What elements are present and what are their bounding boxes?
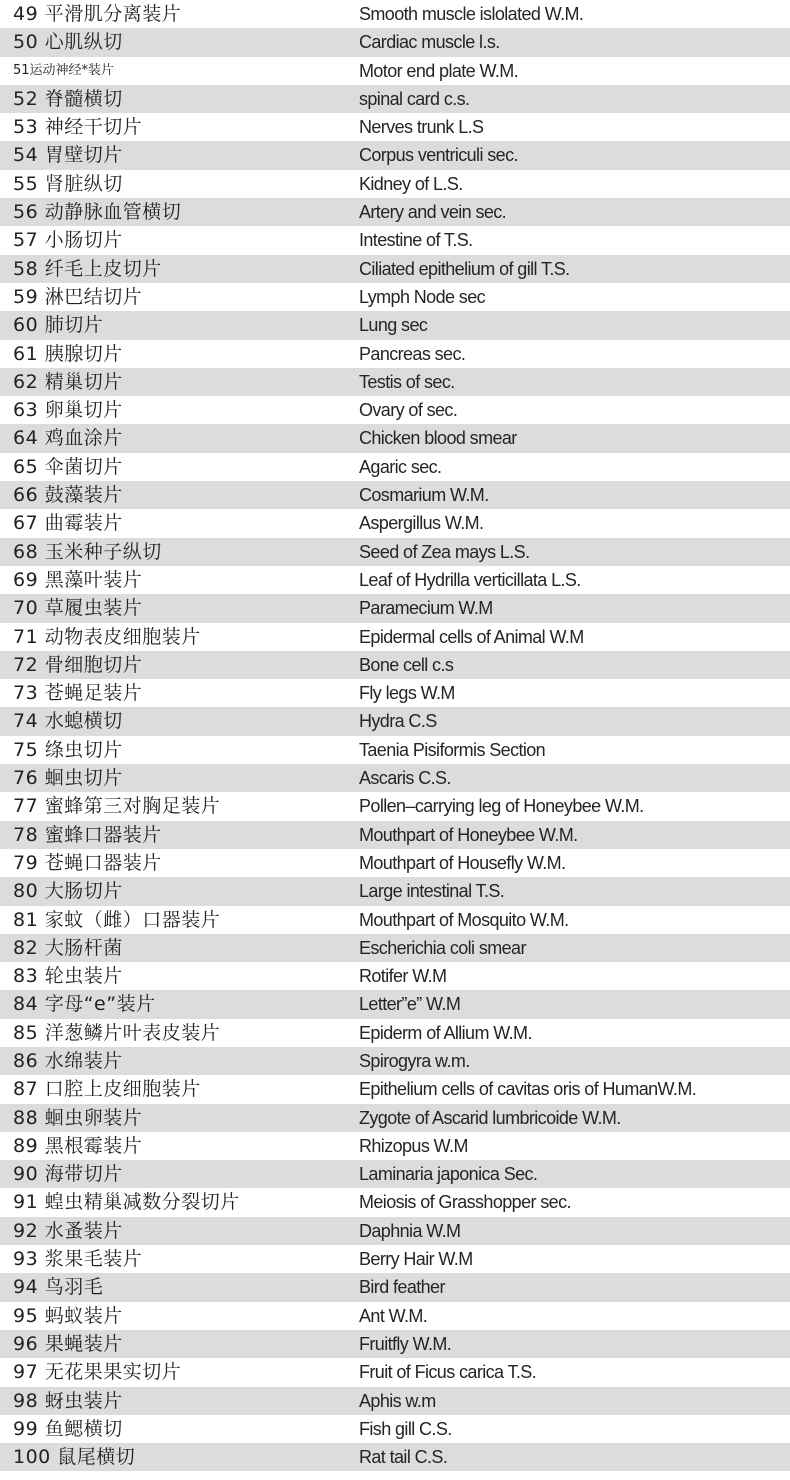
english-name: Daphnia W.M xyxy=(359,1220,461,1241)
list-row xyxy=(0,198,790,226)
list-row xyxy=(0,368,790,396)
chinese-name: 51运动神经*装片 xyxy=(13,62,115,78)
chinese-name: 67 曲霉装片 xyxy=(13,512,123,535)
english-name: Ovary of sec. xyxy=(359,400,458,421)
chinese-name: 91 蝗虫精巢减数分裂切片 xyxy=(13,1191,240,1214)
chinese-name: 63 卵巢切片 xyxy=(13,399,123,422)
list-row xyxy=(0,792,790,820)
chinese-name: 90 海带切片 xyxy=(13,1163,123,1186)
chinese-name: 49 平滑肌分离装片 xyxy=(13,3,182,25)
list-row xyxy=(0,1160,790,1188)
list-row xyxy=(0,877,790,905)
english-name: Rat tail C.S. xyxy=(359,1447,448,1468)
list-row xyxy=(0,1387,790,1415)
english-name: Kidney of L.S. xyxy=(359,173,463,194)
list-row xyxy=(0,906,790,934)
chinese-name: 97 无花果果实切片 xyxy=(13,1361,182,1384)
list-row xyxy=(0,1245,790,1273)
english-name: Pancreas sec. xyxy=(359,343,466,364)
chinese-name: 83 轮虫装片 xyxy=(13,965,123,988)
chinese-name: 92 水蚤装片 xyxy=(13,1219,123,1242)
english-name: spinal card c.s. xyxy=(359,88,470,109)
chinese-name: 98 蚜虫装片 xyxy=(13,1389,123,1412)
list-row xyxy=(0,1302,790,1330)
chinese-name: 58 纤毛上皮切片 xyxy=(13,257,162,280)
english-name: Cosmarium W.M. xyxy=(359,485,489,506)
list-row xyxy=(0,566,790,594)
english-name: Seed of Zea mays L.S. xyxy=(359,541,530,562)
list-row xyxy=(0,736,790,764)
english-name: Fruit of Ficus carica T.S. xyxy=(359,1362,537,1383)
chinese-name: 80 大肠切片 xyxy=(13,880,123,903)
chinese-name: 88 蛔虫卵装片 xyxy=(13,1106,143,1129)
chinese-name: 79 苍蝇口器装片 xyxy=(13,851,162,874)
list-row xyxy=(0,849,790,877)
english-name: Laminaria japonica Sec. xyxy=(359,1164,538,1185)
english-name: Lung sec xyxy=(359,315,428,336)
english-name: Escherichia coli smear xyxy=(359,937,526,958)
list-row xyxy=(0,141,790,169)
list-row xyxy=(0,707,790,735)
english-name: Lymph Node sec xyxy=(359,286,486,307)
chinese-name: 78 蜜蜂口器装片 xyxy=(13,823,162,846)
list-row xyxy=(0,226,790,254)
list-row xyxy=(0,594,790,622)
english-name: Leaf of Hydrilla verticillata L.S. xyxy=(359,569,581,590)
list-row xyxy=(0,340,790,368)
list-row xyxy=(0,453,790,481)
chinese-name: 94 鸟羽毛 xyxy=(13,1276,104,1299)
list-row xyxy=(0,85,790,113)
list-row xyxy=(0,255,790,283)
list-row xyxy=(0,764,790,792)
english-name: Zygote of Ascarid lumbricoide W.M. xyxy=(359,1107,621,1128)
english-name: Ant W.M. xyxy=(359,1305,428,1326)
list-row xyxy=(0,1273,790,1301)
chinese-name: 95 蚂蚁装片 xyxy=(13,1304,123,1327)
list-row xyxy=(0,1330,790,1358)
english-name: Chicken blood smear xyxy=(359,428,517,449)
list-row xyxy=(0,424,790,452)
chinese-name: 73 苍蝇足装片 xyxy=(13,682,143,705)
english-name: Ascaris C.S. xyxy=(359,768,451,789)
english-name: Ciliated epithelium of gill T.S. xyxy=(359,258,570,279)
chinese-name: 55 肾脏纵切 xyxy=(13,172,123,195)
list-row xyxy=(0,481,790,509)
english-name: Smooth muscle islolated W.M. xyxy=(359,4,584,24)
chinese-name: 68 玉米种子纵切 xyxy=(13,540,162,563)
english-name: Letter”e” W.M xyxy=(359,994,461,1015)
chinese-name: 77 蜜蜂第三对胸足装片 xyxy=(13,795,221,818)
list-row xyxy=(0,1188,790,1216)
chinese-name: 85 洋葱鳞片叶表皮装片 xyxy=(13,1021,221,1044)
english-name: Intestine of T.S. xyxy=(359,230,473,251)
english-name: Rhizopus W.M xyxy=(359,1135,468,1156)
list-row xyxy=(0,509,790,537)
chinese-name: 99 鱼鳃横切 xyxy=(13,1417,123,1440)
chinese-name: 86 水绵装片 xyxy=(13,1049,123,1072)
list-row xyxy=(0,170,790,198)
list-row xyxy=(0,679,790,707)
chinese-name: 74 水螅横切 xyxy=(13,710,123,733)
chinese-name: 69 黑藻叶装片 xyxy=(13,568,143,591)
list-row xyxy=(0,1217,790,1245)
chinese-name: 96 果蝇装片 xyxy=(13,1332,123,1355)
list-row xyxy=(0,283,790,311)
chinese-name: 89 黑根霉装片 xyxy=(13,1134,143,1157)
chinese-name: 57 小肠切片 xyxy=(13,229,123,252)
english-name: Berry Hair W.M xyxy=(359,1249,473,1270)
chinese-name: 70 草履虫装片 xyxy=(13,597,143,620)
list-row xyxy=(0,990,790,1018)
english-name: Taenia Pisiformis Section xyxy=(359,739,546,760)
chinese-name: 53 神经干切片 xyxy=(13,116,143,139)
list-row xyxy=(0,57,790,85)
english-name: Paramecium W.M xyxy=(359,598,493,619)
list-row xyxy=(0,396,790,424)
list-row xyxy=(0,1358,790,1386)
english-name: Hydra C.S xyxy=(359,711,437,732)
chinese-name: 64 鸡血涂片 xyxy=(13,427,123,450)
english-name: Fish gill C.S. xyxy=(359,1418,452,1439)
chinese-name: 56 动静脉血管横切 xyxy=(13,201,182,224)
list-row xyxy=(0,311,790,339)
list-row xyxy=(0,651,790,679)
english-name: Fly legs W.M xyxy=(359,683,455,704)
list-row xyxy=(0,1132,790,1160)
chinese-name: 82 大肠杆菌 xyxy=(13,936,123,959)
chinese-name: 61 胰腺切片 xyxy=(13,342,123,365)
english-name: Agaric sec. xyxy=(359,456,442,477)
chinese-name: 59 淋巴结切片 xyxy=(13,285,143,308)
list-row xyxy=(0,0,790,28)
english-name: Mouthpart of Honeybee W.M. xyxy=(359,824,578,845)
english-name: Corpus ventriculi sec. xyxy=(359,145,518,166)
list-row xyxy=(0,538,790,566)
english-name: Mouthpart of Mosquito W.M. xyxy=(359,909,569,930)
list-row xyxy=(0,28,790,56)
english-name: Cardiac muscle l.s. xyxy=(359,32,500,53)
english-name: Nerves trunk L.S xyxy=(359,117,484,138)
list-row xyxy=(0,1443,790,1471)
chinese-name: 93 浆果毛装片 xyxy=(13,1248,143,1271)
english-name: Bird feather xyxy=(359,1277,445,1298)
english-name: Rotifer W.M xyxy=(359,966,447,987)
chinese-name: 62 精巢切片 xyxy=(13,370,123,393)
list-row xyxy=(0,1047,790,1075)
chinese-name: 54 胃壁切片 xyxy=(13,144,123,167)
english-name: Bone cell c.s xyxy=(359,654,454,675)
chinese-name: 100 鼠尾横切 xyxy=(13,1446,136,1469)
english-name: Spirogyra w.m. xyxy=(359,1050,470,1071)
list-row xyxy=(0,1415,790,1443)
chinese-name: 81 家蚊（雌）口器装片 xyxy=(13,908,221,931)
list-row xyxy=(0,1019,790,1047)
english-name: Testis of sec. xyxy=(359,371,455,392)
chinese-name: 71 动物表皮细胞装片 xyxy=(13,625,201,648)
chinese-name: 75 绦虫切片 xyxy=(13,738,123,761)
chinese-name: 87 口腔上皮细胞装片 xyxy=(13,1078,201,1101)
list-row xyxy=(0,962,790,990)
chinese-name: 65 伞菌切片 xyxy=(13,455,123,478)
english-name: Motor end plate W.M. xyxy=(359,60,519,81)
english-name: Aphis w.m xyxy=(359,1390,436,1411)
list-row xyxy=(0,1104,790,1132)
chinese-name: 50 心肌纵切 xyxy=(13,31,123,54)
english-name: Meiosis of Grasshopper sec. xyxy=(359,1192,571,1213)
list-row xyxy=(0,1075,790,1103)
list-row xyxy=(0,623,790,651)
english-name: Epithelium cells of cavitas oris of HumanW.M. xyxy=(359,1079,697,1100)
english-name: Large intestinal T.S. xyxy=(359,881,505,902)
english-name: Pollen–carrying leg of Honeybee W.M. xyxy=(359,796,644,817)
english-name: Epiderm of Allium W.M. xyxy=(359,1022,532,1043)
english-name: Mouthpart of Housefly W.M. xyxy=(359,852,566,873)
chinese-name: 72 骨细胞切片 xyxy=(13,653,143,676)
english-name: Epidermal cells of Animal W.M xyxy=(359,626,584,647)
list-row xyxy=(0,113,790,141)
list-row xyxy=(0,821,790,849)
chinese-name: 76 蛔虫切片 xyxy=(13,767,123,790)
english-name: Fruitfly W.M. xyxy=(359,1333,452,1354)
chinese-name: 60 肺切片 xyxy=(13,314,104,337)
list-row xyxy=(0,934,790,962)
english-name: Artery and vein sec. xyxy=(359,202,507,223)
chinese-name: 66 鼓藻装片 xyxy=(13,484,123,507)
english-name: Aspergillus W.M. xyxy=(359,513,484,534)
chinese-name: 52 脊髓横切 xyxy=(13,87,123,110)
chinese-name: 84 字母“e”装片 xyxy=(13,993,156,1016)
